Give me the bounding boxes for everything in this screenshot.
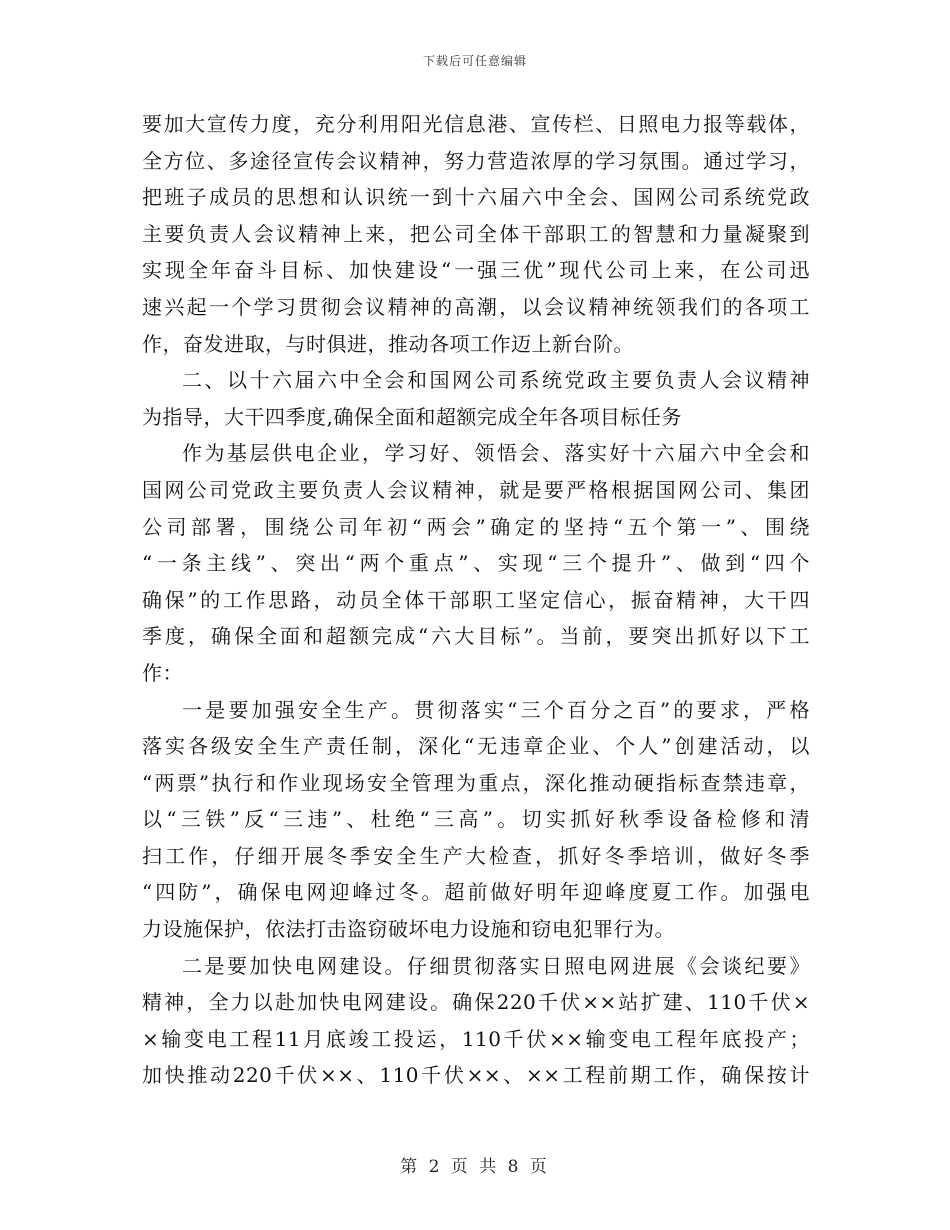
- text-line: 二是要加快电网建设。仔细贯彻落实日照电网进展《会谈纪要》: [182, 953, 810, 978]
- text-line: 全方位、多途径宣传会议精神，努力营造浓厚的学习氛围。通过学习，: [142, 148, 810, 173]
- text-line: 精神，全力以赴加快电网建设。确保220千伏××站扩建、110千伏×: [142, 990, 810, 1015]
- text-line: “两票”执行和作业现场安全管理为重点，深化推动硬指标查禁违章，: [142, 770, 810, 795]
- text-line: 扫工作，仔细开展冬季安全生产大检查，抓好冬季培训，做好冬季: [142, 843, 810, 868]
- text-line: “四防”，确保电网迎峰过冬。超前做好明年迎峰度夏工作。加强电: [142, 880, 810, 905]
- page-header: 下载后可任意编辑: [422, 54, 527, 68]
- text-line: 把班子成员的思想和认识统一到十六届六中全会、国网公司系统党政: [142, 185, 810, 210]
- section-heading-line: 二、以十六届六中全会和国网公司系统党政主要负责人会议精神: [182, 368, 810, 393]
- text-line: 作，奋发进取，与时俱进，推动各项工作迈上新台阶。: [142, 331, 634, 356]
- text-line: 要加大宣传力度，充分利用阳光信息港、宣传栏、日照电力报等载体，: [142, 112, 810, 136]
- text-line: 公司部署，围绕公司年初“两会”确定的坚持“五个第一”、围绕: [142, 514, 810, 539]
- text-line: 作为基层供电企业，学习好、领悟会、落实好十六届六中全会和: [182, 441, 810, 466]
- text-line: 落实各级安全生产责任制，深化“无违章企业、个人”创建活动，以: [142, 734, 810, 759]
- text-line: 作：: [142, 660, 183, 685]
- text-line: ×输变电工程11月底竣工投运，110千伏××输变电工程年底投产；: [142, 1026, 810, 1051]
- text-line: 一是要加强安全生产。贯彻落实“三个百分之百”的要求，严格: [182, 697, 810, 722]
- text-line: 力设施保护，依法打击盗窃破坏电力设施和窃电犯罪行为。: [142, 917, 675, 942]
- text-line: 确保”的工作思路，动员全体干部职工坚定信心，振奋精神，大干四: [142, 587, 810, 612]
- text-line: 主要负责人会议精神上来，把公司全体干部职工的智慧和力量凝聚到: [142, 221, 810, 246]
- text-line: 速兴起一个学习贯彻会议精神的高潮，以会议精神统领我们的各项工: [142, 294, 810, 319]
- text-line: 季度，确保全面和超额完成“六大目标”。当前，要突出抓好以下工: [142, 624, 810, 649]
- page-number-footer: 第 2 页 共 8 页: [400, 1157, 550, 1177]
- text-line: “一条主线”、突出“两个重点”、实现“三个提升”、做到“四个: [142, 551, 810, 576]
- text-line: 以“三铁”反“三违”、杜绝“三高”。切实抓好秋季设备检修和清: [142, 807, 810, 832]
- text-line: 国网公司党政主要负责人会议精神，就是要严格根据国网公司、集团: [142, 477, 810, 502]
- text-line: 实现全年奋斗目标、加快建设“一强三优”现代公司上来，在公司迅: [142, 258, 810, 283]
- text-line: 加快推动220千伏××、110千伏××、××工程前期工作，确保按计: [142, 1063, 810, 1088]
- document-body: [142, 106, 810, 1094]
- section-heading-line: 为指导，大干四季度,确保全面和超额完成全年各项目标任务: [142, 404, 682, 429]
